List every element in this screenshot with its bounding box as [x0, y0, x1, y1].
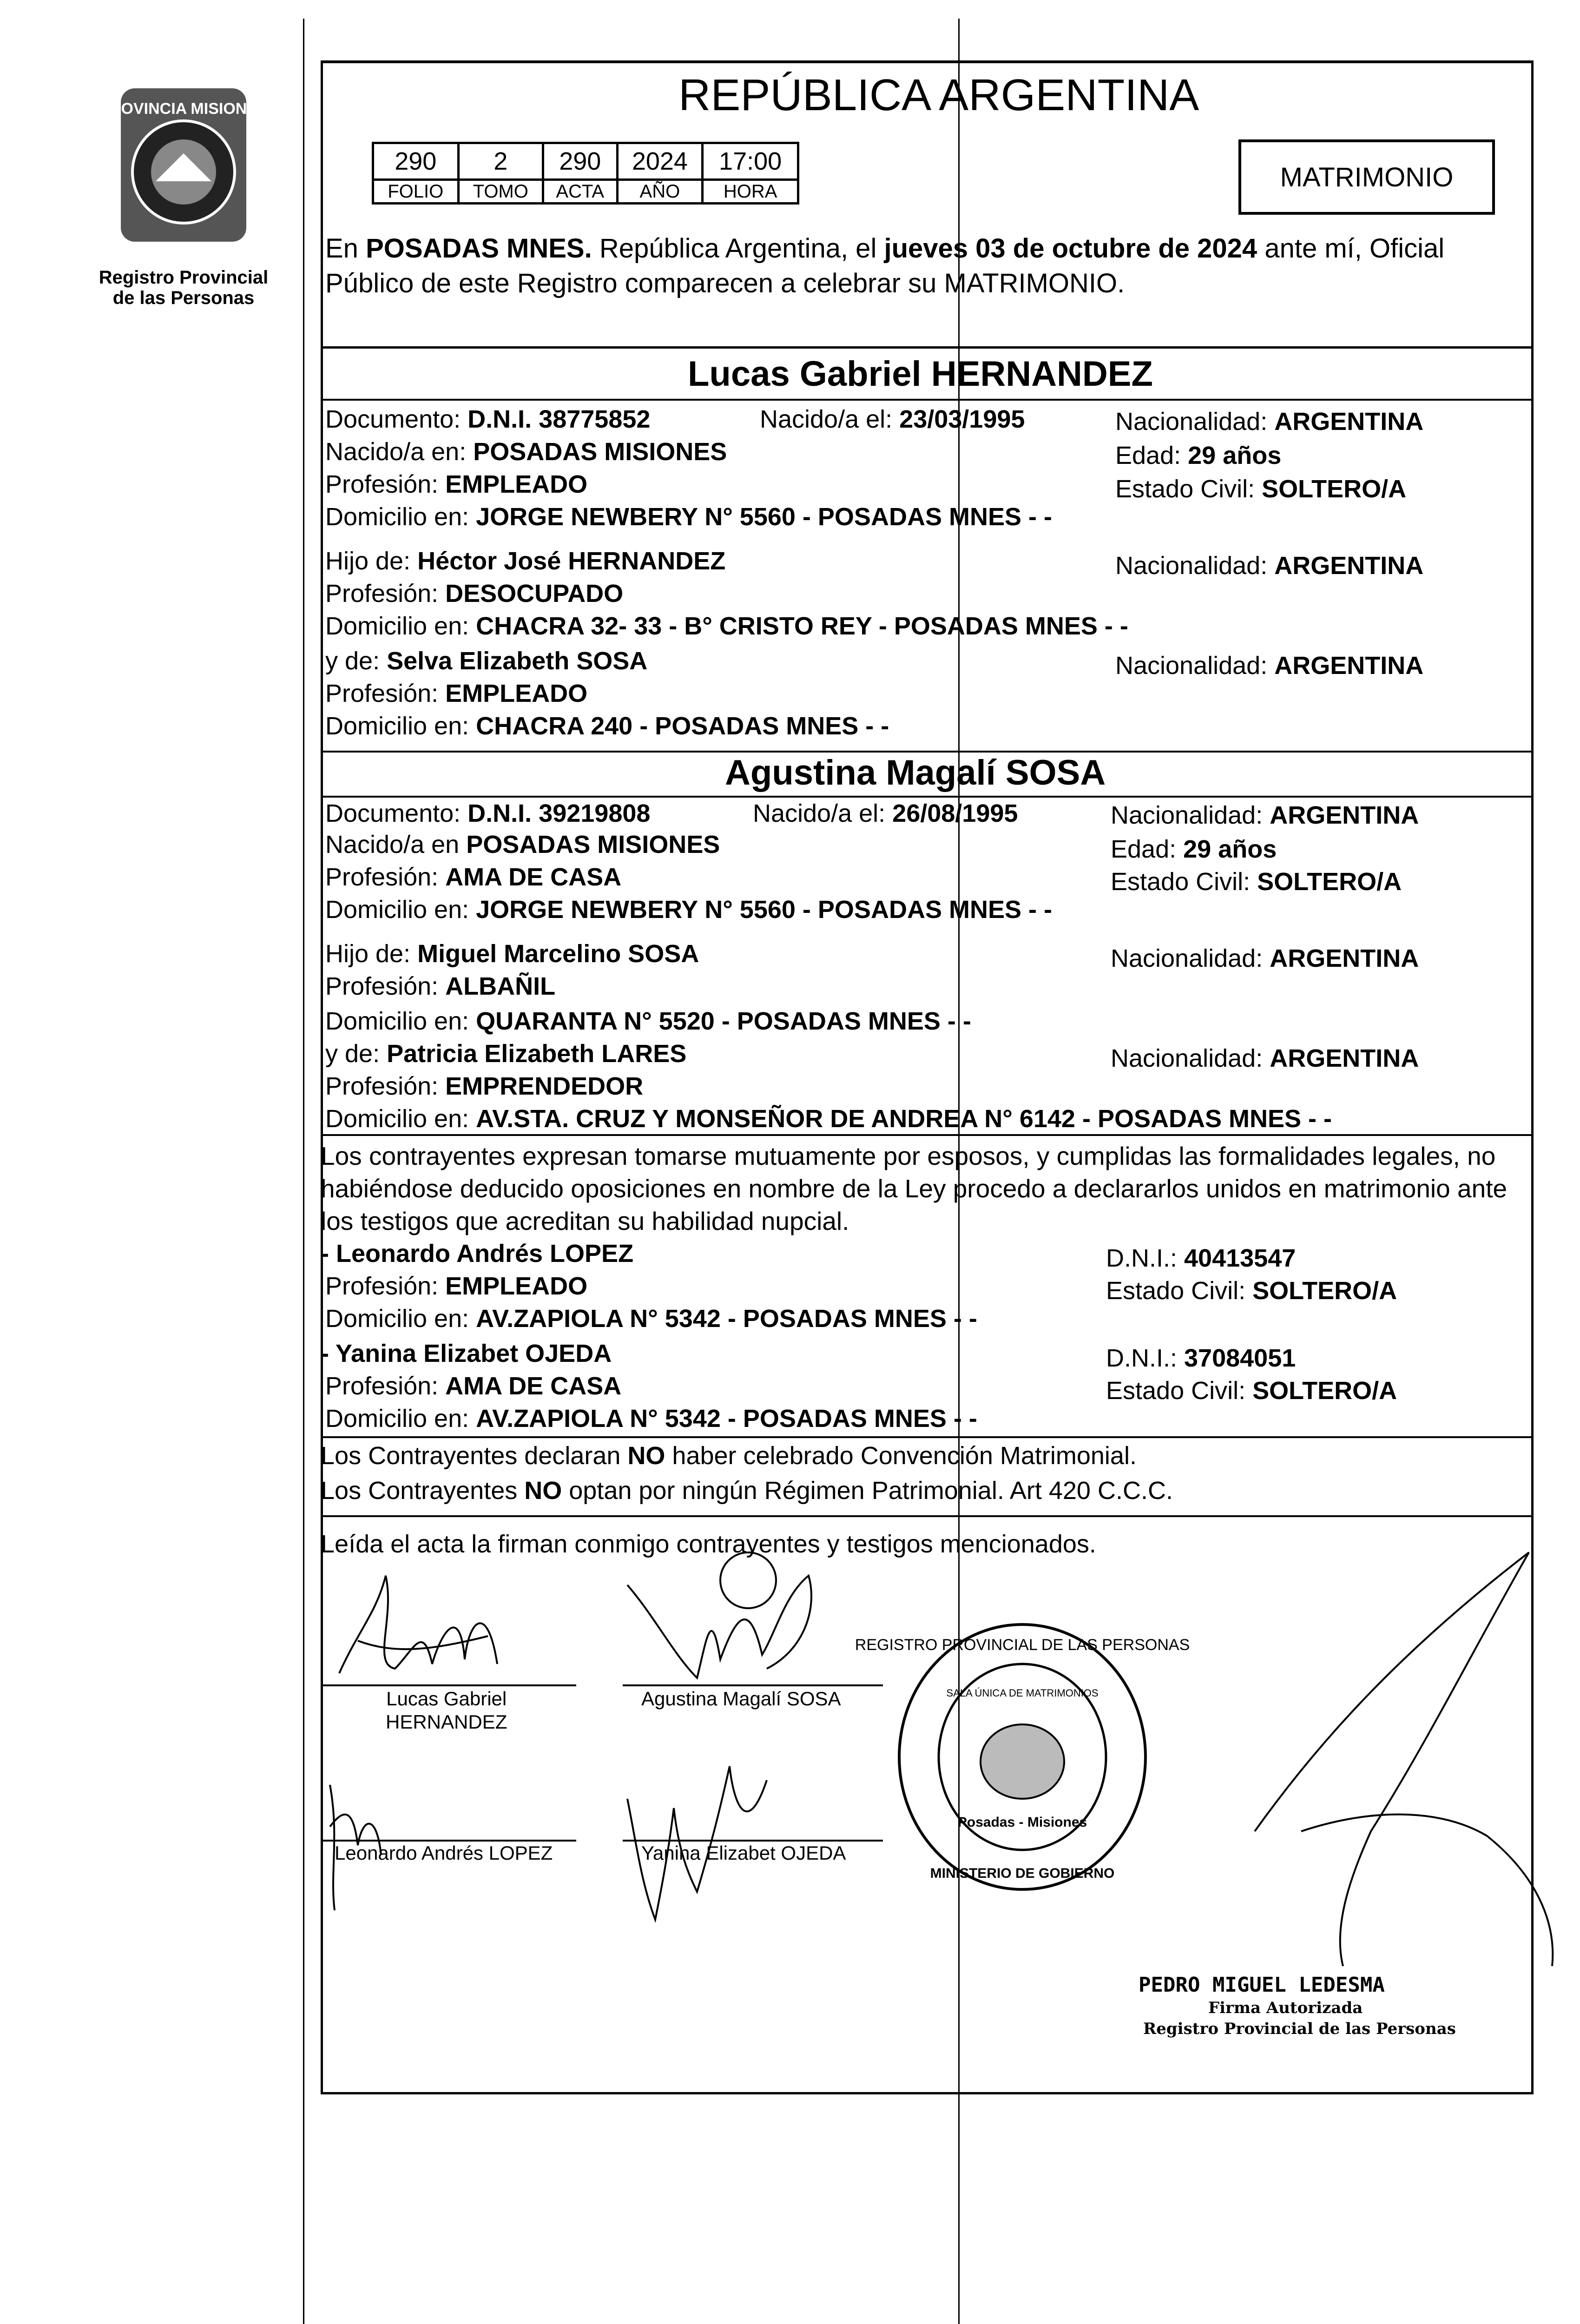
ceremony-date: jueves 03 de octubre de 2024	[884, 233, 1257, 264]
spouse1-born-place: Nacido/a en: POSADAS MISIONES	[325, 438, 727, 466]
spouse1-name: Lucas Gabriel HERNANDEZ	[688, 354, 1153, 394]
document-title: REPÚBLICA ARGENTINA	[678, 70, 1199, 120]
spouse2-father-profession: Profesión: ALBAÑIL	[325, 972, 556, 1000]
spouse2-address: Domicilio en: JORGE NEWBERY N° 5560 - POSADAS MNES - -	[325, 896, 1052, 924]
registry-logo	[93, 79, 274, 308]
spouse1-mother-address: Domicilio en: CHACRA 240 - POSADAS MNES - -	[325, 712, 889, 740]
acta-label: ACTA	[543, 180, 617, 204]
svg-text:MINISTERIO DE GOBIERNO: MINISTERIO DE GOBIERNO	[930, 1866, 1115, 1881]
logo-caption: Registro Provincial de las Personas	[99, 267, 269, 308]
svg-text:Posadas - Misiones: Posadas - Misiones	[957, 1815, 1087, 1830]
witness2-dni: D.N.I.: 37084051	[1106, 1344, 1296, 1372]
stamp-seal-icon	[855, 1618, 1190, 1896]
registry-stamp	[855, 1618, 1190, 1896]
declaration-line-3: los testigos que acreditan su habilidad nupcial.	[321, 1207, 849, 1235]
spouse2-doc: Documento: D.N.I. 39219808	[325, 799, 651, 827]
intro-line-1: En POSADAS MNES. República Argentina, el jueves 03 de octubre de 2024 ante mí, Oficial	[325, 233, 1445, 264]
spouse2-father: Hijo de: Miguel Marcelino SOSA	[325, 940, 699, 968]
divider	[321, 1134, 1531, 1136]
registry-reference-table	[372, 142, 799, 205]
spouse2-born-date: Nacido/a el: 26/08/1995	[753, 799, 1018, 827]
spouse2-mother-address: Domicilio en: AV.STA. CRUZ Y MONSEÑOR DE ANDREA N° 6142 - POSADAS MNES - -	[325, 1105, 1332, 1133]
spouse1-father-address: Domicilio en: CHACRA 32- 33 - B° CRISTO REY - POSADAS MNES - -	[325, 612, 1128, 640]
witness1-civil-status: Estado Civil: SOLTERO/A	[1106, 1277, 1397, 1305]
record-type-box	[1238, 139, 1495, 215]
spouse2-age: Edad: 29 años	[1111, 835, 1277, 863]
hora-value: 17:00	[703, 143, 798, 180]
spouse2-father-address: Domicilio en: QUARANTA N° 5520 - POSADAS MNES - -	[325, 1007, 971, 1035]
province-seal-icon	[93, 79, 274, 265]
spouse2-signature-label: Agustina Magalí SOSA	[641, 1688, 841, 1710]
spouse1-address: Domicilio en: JORGE NEWBERY N° 5560 - POSADAS MNES - -	[325, 503, 1052, 531]
hora-label: HORA	[703, 180, 798, 204]
spouse2-father-nationality: Nacionalidad: ARGENTINA	[1111, 944, 1419, 972]
tomo-value: 2	[458, 143, 543, 180]
divider	[321, 399, 1531, 401]
svg-text:PROVINCIA MISIONES: PROVINCIA MISIONES	[99, 100, 268, 118]
spouse1-nationality: Nacionalidad: ARGENTINA	[1115, 408, 1424, 436]
divider	[321, 346, 1531, 349]
divider	[321, 1436, 1531, 1438]
closing-text: Leída el acta la firman conmigo contrayentes y testigos mencionados.	[321, 1530, 1096, 1558]
spouse1-born-date: Nacido/a el: 23/03/1995	[760, 405, 1025, 433]
spouse1-father-nationality: Nacionalidad: ARGENTINA	[1115, 552, 1424, 580]
witness1-profession: Profesión: EMPLEADO	[325, 1272, 588, 1300]
record-type: MATRIMONIO	[1280, 162, 1454, 192]
convention-line-1: Los Contrayentes declaran NO haber celebrado Convención Matrimonial.	[321, 1442, 1137, 1470]
spouse1-father-profession: Profesión: DESOCUPADO	[325, 580, 624, 607]
spouse1-doc: Documento: D.N.I. 38775852	[325, 405, 651, 433]
spouse2-mother-profession: Profesión: EMPRENDEDOR	[325, 1072, 644, 1100]
spouse2-mother: y de: Patricia Elizabeth LARES	[325, 1040, 687, 1068]
witness2-signature-label: Yanina Elizabet OJEDA	[641, 1842, 846, 1864]
spouse2-civil-status: Estado Civil: SOLTERO/A	[1111, 868, 1402, 896]
anio-value: 2024	[617, 143, 703, 180]
spouse1-mother-nationality: Nacionalidad: ARGENTINA	[1115, 652, 1424, 680]
folio-label: FOLIO	[373, 180, 459, 204]
convention-line-2: Los Contrayentes NO optan por ningún Régimen Patrimonial. Art 420 C.C.C.	[321, 1477, 1173, 1505]
spouse2-profession: Profesión: AMA DE CASA	[325, 863, 622, 891]
witness1-signature-label: Leonardo Andrés LOPEZ	[335, 1842, 553, 1864]
declaration-line-1: Los contrayentes expresan tomarse mutuamente por esposos, y cumplidas las formalidades legales, no	[321, 1142, 1496, 1170]
acta-value: 290	[543, 143, 617, 180]
spouse1-profession: Profesión: EMPLEADO	[325, 470, 588, 498]
witness2-address: Domicilio en: AV.ZAPIOLA N° 5342 - POSADAS MNES - -	[325, 1405, 977, 1433]
witness2-name: - Yanina Elizabet OJEDA	[321, 1340, 612, 1367]
spouse2-name: Agustina Magalí SOSA	[725, 753, 1106, 792]
officer-name: PEDRO MIGUEL LEDESMA	[1139, 1973, 1385, 1997]
officer-org: Registro Provincial de las Personas	[1143, 2020, 1456, 2038]
spouse1-father: Hijo de: Héctor José HERNANDEZ	[325, 547, 726, 575]
spouse2-born-place: Nacido/a en POSADAS MISIONES	[325, 831, 720, 858]
svg-text:SALA ÚNICA DE MATRIMONIOS: SALA ÚNICA DE MATRIMONIOS	[946, 1687, 1099, 1699]
svg-text:REGISTRO PROVINCIAL DE LAS PER: REGISTRO PROVINCIAL DE LAS PERSONAS	[855, 1636, 1190, 1654]
witness1-dni: D.N.I.: 40413547	[1106, 1244, 1296, 1272]
folio-value: 290	[373, 143, 459, 180]
spouse2-nationality: Nacionalidad: ARGENTINA	[1111, 801, 1419, 829]
spouse1-mother-profession: Profesión: EMPLEADO	[325, 680, 588, 707]
spouse1-signature-label: Lucas Gabriel HERNANDEZ	[386, 1688, 507, 1733]
declaration-line-2: habiéndose deducido oposiciones en nombre de la Ley procedo a declararlos unidos en matrimonio ante	[321, 1174, 1508, 1203]
divider	[321, 1515, 1531, 1517]
spouse2-mother-nationality: Nacionalidad: ARGENTINA	[1111, 1044, 1419, 1072]
anio-label: AÑO	[617, 180, 703, 204]
divider	[321, 796, 1531, 798]
officer-role: Firma Autorizada	[1208, 1999, 1363, 2017]
witness2-profession: Profesión: AMA DE CASA	[325, 1372, 622, 1400]
witness2-civil-status: Estado Civil: SOLTERO/A	[1106, 1377, 1397, 1405]
witness1-address: Domicilio en: AV.ZAPIOLA N° 5342 - POSADAS MNES - -	[325, 1305, 977, 1333]
spouse1-mother: y de: Selva Elizabeth SOSA	[325, 647, 648, 675]
witness1-name: - Leonardo Andrés LOPEZ	[321, 1240, 634, 1268]
tomo-label: TOMO	[458, 180, 543, 204]
spouse1-civil-status: Estado Civil: SOLTERO/A	[1115, 475, 1407, 503]
spouse1-age: Edad: 29 años	[1115, 442, 1282, 469]
place: POSADAS MNES.	[366, 233, 592, 264]
intro-line-2: Público de este Registro comparecen a celebrar su MATRIMONIO.	[325, 268, 1125, 298]
